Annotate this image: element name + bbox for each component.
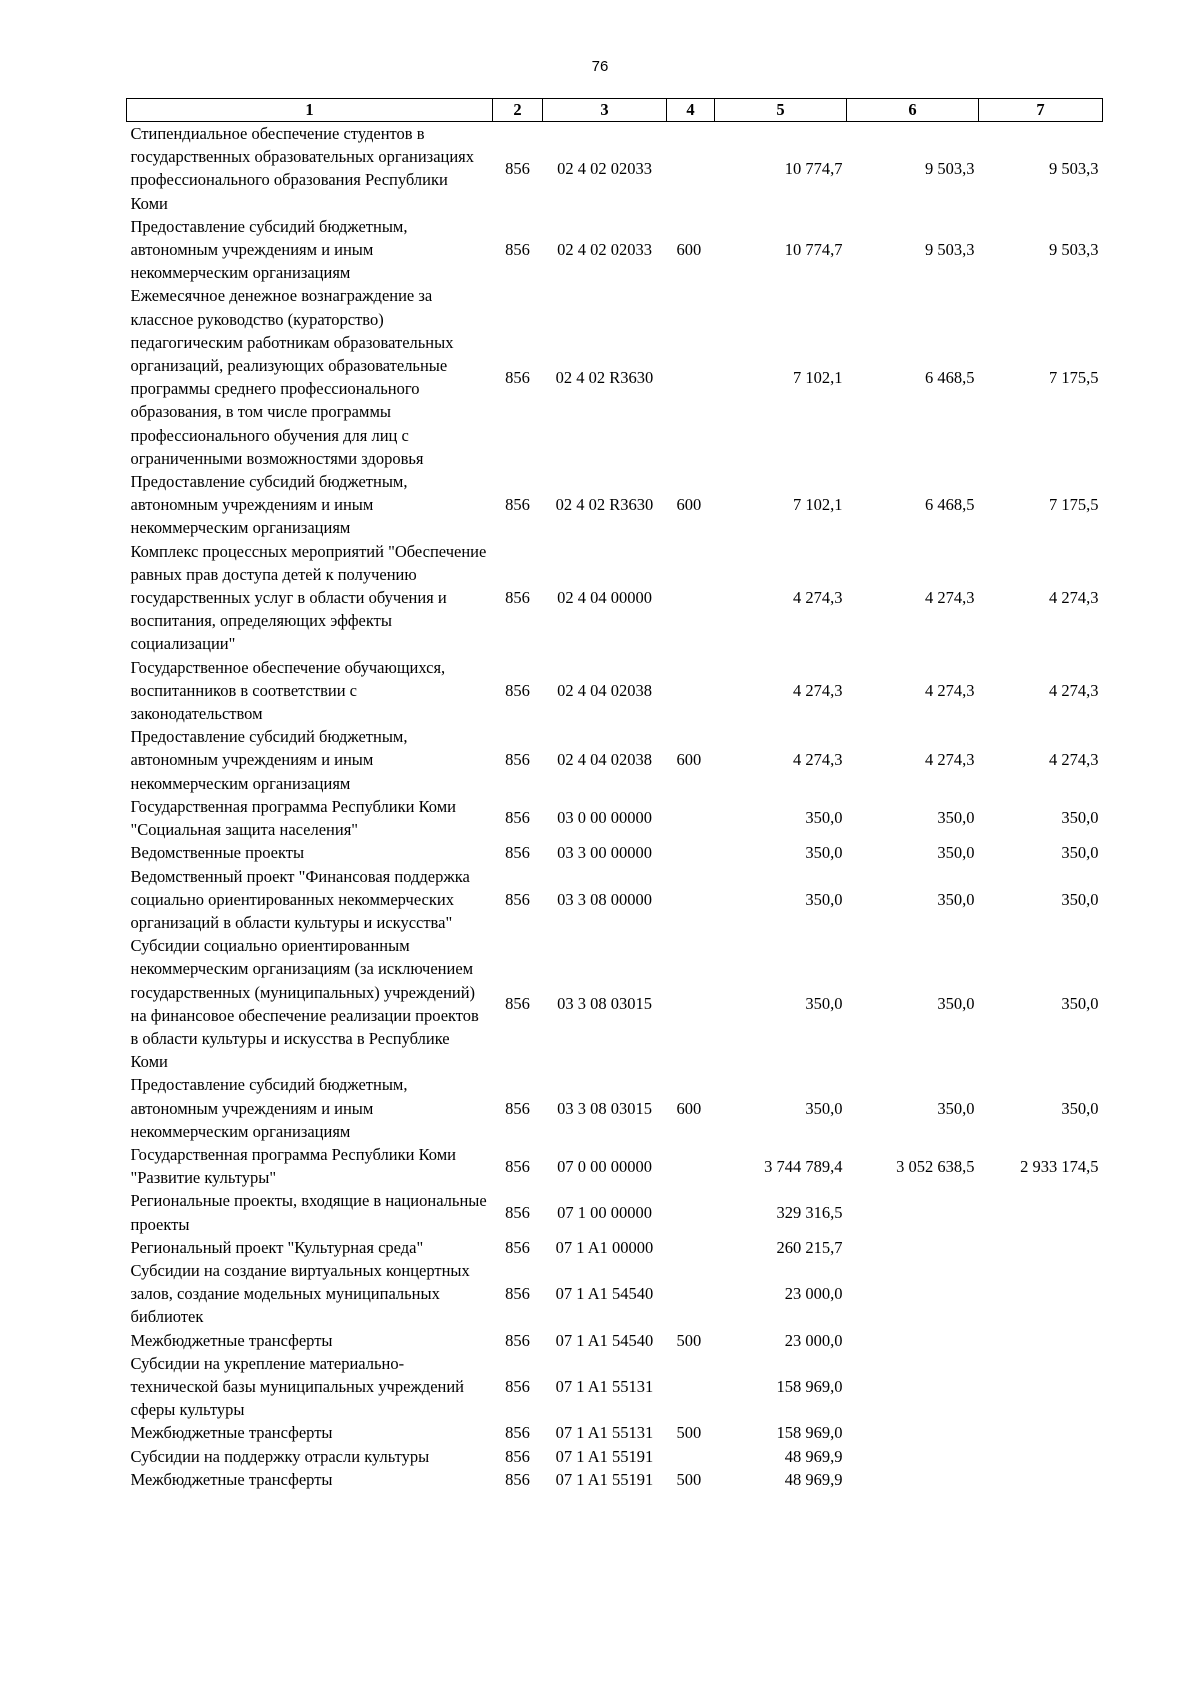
row-admin-code-cell: 856 [505, 367, 530, 387]
row-name-cell: Предоставление субсидий бюджетным, автономным учреждениям и иным некоммерческим организациям [130, 727, 408, 793]
row-expense-type-cell [667, 1259, 715, 1329]
row-amount-2-cell: 350,0 [937, 843, 975, 863]
row-target-code-cell: 03 3 00 00000 [557, 843, 652, 863]
table-row [127, 1259, 1103, 1329]
row-expense-type-cell [667, 284, 715, 470]
row-name-cell: Государственное обеспечение обучающихся, воспитанников в соответствии с законодательством [130, 657, 446, 724]
row-amount-1-cell: 4 274,3 [793, 588, 843, 608]
row-target-code-cell: 02 4 04 02038 [557, 680, 652, 700]
header-col-7: 7 [979, 99, 1103, 122]
row-name-cell: Предоставление субсидий бюджетным, автономным учреждениям и иным некоммерческим организациям [130, 216, 408, 283]
row-amount-3-cell [979, 1259, 1103, 1329]
row-name-cell: Субсидии на поддержку отрасли культуры [130, 1446, 430, 1466]
row-name-cell: Предоставление субсидий бюджетным, автономным учреждениям и иным некоммерческим организациям [130, 472, 408, 538]
row-target-code-cell: 07 0 00 00000 [557, 1156, 652, 1176]
table-row [127, 215, 1103, 285]
table-row [127, 122, 1103, 215]
row-target-code-cell: 07 1 A1 54540 [555, 1330, 654, 1350]
row-amount-3-cell: 350,0 [1061, 994, 1099, 1014]
row-admin-code-cell: 856 [505, 1376, 530, 1396]
table-row [127, 656, 1103, 726]
row-amount-3-cell [979, 1445, 1103, 1468]
table-row [127, 1421, 1103, 1444]
row-target-code-cell: 02 4 02 R3630 [555, 495, 654, 515]
table-row [127, 284, 1103, 470]
row-name-cell: Ежемесячное денежное вознаграждение за классное руководство (кураторство) педагогическим работникам образовательных организаций, реализующих образовательные программы среднего профессионального образования, в том числе программы профессионального обучения для лиц с ограниченными возможностями здоровья [130, 286, 454, 468]
row-name-cell: Межбюджетные трансферты [130, 1330, 333, 1350]
header-col-3: 3 [543, 99, 667, 122]
row-amount-1-cell: 10 774,7 [784, 240, 843, 260]
row-amount-2-cell [847, 1421, 979, 1444]
row-amount-3-cell: 350,0 [1061, 808, 1099, 828]
row-expense-type-cell: 500 [676, 1469, 702, 1489]
row-name-cell: Межбюджетные трансферты [130, 1469, 333, 1489]
row-amount-2-cell [847, 1329, 979, 1352]
row-expense-type-cell [667, 122, 715, 215]
row-amount-3-cell [979, 1421, 1103, 1444]
table-row [127, 1236, 1103, 1259]
table-row [127, 470, 1103, 540]
row-admin-code-cell: 856 [505, 1098, 530, 1118]
row-admin-code-cell: 856 [505, 889, 530, 909]
row-amount-3-cell: 2 933 174,5 [1020, 1156, 1099, 1176]
row-target-code-cell: 03 3 08 03015 [557, 994, 652, 1014]
row-amount-2-cell [847, 1259, 979, 1329]
row-amount-1-cell: 10 774,7 [784, 158, 843, 178]
row-amount-3-cell: 4 274,3 [1049, 588, 1099, 608]
row-name-cell: Региональный проект "Культурная среда" [130, 1237, 424, 1257]
row-expense-type-cell [667, 1445, 715, 1468]
row-amount-2-cell [847, 1236, 979, 1259]
row-target-code-cell: 02 4 02 02033 [557, 158, 652, 178]
row-amount-3-cell: 350,0 [1061, 1098, 1099, 1118]
row-name-cell: Ведомственный проект "Финансовая поддержка социально ориентированных некоммерческих организаций в области культуры и искусства" [130, 866, 470, 932]
row-amount-1-cell: 4 274,3 [793, 750, 843, 770]
row-amount-1-cell: 3 744 789,4 [764, 1156, 843, 1176]
row-admin-code-cell: 856 [505, 1237, 530, 1257]
budget-table [126, 98, 1103, 1491]
row-amount-2-cell [847, 1468, 979, 1491]
row-expense-type-cell [667, 656, 715, 726]
header-col-1: 1 [127, 99, 493, 122]
row-admin-code-cell: 856 [505, 1446, 530, 1466]
row-admin-code-cell: 856 [505, 843, 530, 863]
table-header [127, 99, 1103, 122]
row-admin-code-cell: 856 [505, 1423, 530, 1443]
row-amount-1-cell: 350,0 [805, 1098, 843, 1118]
table-row [127, 1189, 1103, 1235]
row-expense-type-cell: 600 [676, 1098, 702, 1118]
row-amount-3-cell [979, 1189, 1103, 1235]
row-amount-1-cell: 4 274,3 [793, 680, 843, 700]
row-amount-1-cell: 23 000,0 [784, 1284, 843, 1304]
table-row [127, 795, 1103, 841]
row-target-code-cell: 07 1 A1 55131 [555, 1423, 654, 1443]
row-amount-2-cell: 350,0 [937, 808, 975, 828]
row-name-cell: Ведомственные проекты [130, 843, 305, 863]
row-amount-1-cell: 23 000,0 [784, 1330, 843, 1350]
row-name-cell: Стипендиальное обеспечение студентов в государственных образовательных организациях профессионального образования Республики Коми [130, 124, 475, 213]
row-name-cell: Региональные проекты, входящие в национальные проекты [130, 1191, 487, 1234]
row-amount-2-cell: 4 274,3 [925, 680, 975, 700]
row-name-cell: Комплекс процессных мероприятий "Обеспечение равных прав доступа детей к получению государственных услуг в области обучения и воспитания, определяющих эффекты социализации" [130, 541, 487, 654]
table-row [127, 1329, 1103, 1352]
row-target-code-cell: 07 1 A1 55191 [555, 1446, 654, 1466]
table-row [127, 865, 1103, 935]
row-amount-3-cell [979, 1236, 1103, 1259]
row-amount-1-cell: 48 969,9 [784, 1469, 843, 1489]
row-target-code-cell: 07 1 A1 55191 [555, 1469, 654, 1489]
table-row [127, 725, 1103, 795]
row-name-cell: Субсидии социально ориентированным некоммерческим организациям (за исключением государственных (муниципальных) учреждений) на финансовое обеспечение реализации проектов в области культуры и искусства в Республике Коми [130, 936, 479, 1072]
table-row [127, 540, 1103, 656]
row-target-code-cell: 03 0 00 00000 [557, 808, 652, 828]
row-amount-2-cell: 4 274,3 [925, 588, 975, 608]
row-target-code-cell: 07 1 00 00000 [557, 1202, 652, 1222]
table-row [127, 1468, 1103, 1491]
row-amount-2-cell: 350,0 [937, 994, 975, 1014]
table-row [127, 841, 1103, 864]
row-target-code-cell: 02 4 02 R3630 [555, 367, 654, 387]
row-expense-type-cell: 600 [676, 750, 702, 770]
row-admin-code-cell: 856 [505, 680, 530, 700]
row-expense-type-cell [667, 865, 715, 935]
row-target-code-cell: 02 4 04 02038 [557, 750, 652, 770]
row-amount-1-cell: 7 102,1 [793, 495, 843, 515]
row-amount-3-cell: 4 274,3 [1049, 680, 1099, 700]
row-target-code-cell: 02 4 04 00000 [557, 588, 652, 608]
row-admin-code-cell: 856 [505, 495, 530, 515]
row-expense-type-cell [667, 934, 715, 1073]
row-amount-2-cell [847, 1445, 979, 1468]
row-target-code-cell: 03 3 08 03015 [557, 1098, 652, 1118]
row-amount-3-cell: 350,0 [1061, 889, 1099, 909]
table-body [127, 122, 1103, 1491]
row-amount-3-cell: 7 175,5 [1049, 495, 1099, 515]
header-col-2: 2 [493, 99, 543, 122]
page-number: 76 [591, 58, 609, 75]
row-expense-type-cell: 600 [676, 495, 702, 515]
row-amount-1-cell: 7 102,1 [793, 367, 843, 387]
row-target-code-cell: 02 4 02 02033 [557, 240, 652, 260]
row-admin-code-cell: 856 [505, 1156, 530, 1176]
header-col-4: 4 [667, 99, 715, 122]
row-admin-code-cell: 856 [505, 1202, 530, 1222]
row-admin-code-cell: 856 [505, 808, 530, 828]
row-amount-3-cell: 350,0 [1061, 843, 1099, 863]
row-admin-code-cell: 856 [505, 994, 530, 1014]
row-amount-1-cell: 350,0 [805, 889, 843, 909]
row-amount-2-cell: 3 052 638,5 [896, 1156, 975, 1176]
row-amount-3-cell [979, 1468, 1103, 1491]
row-amount-3-cell: 9 503,3 [1049, 240, 1099, 260]
row-expense-type-cell: 500 [676, 1330, 702, 1350]
table-row [127, 1352, 1103, 1422]
row-admin-code-cell: 856 [505, 158, 530, 178]
row-amount-1-cell: 158 969,0 [776, 1423, 843, 1443]
row-expense-type-cell: 500 [676, 1423, 702, 1443]
row-amount-1-cell: 329 316,5 [776, 1202, 843, 1222]
row-target-code-cell: 03 3 08 00000 [557, 889, 652, 909]
row-amount-3-cell [979, 1352, 1103, 1422]
row-expense-type-cell [667, 841, 715, 864]
row-target-code-cell: 07 1 A1 00000 [555, 1237, 654, 1257]
row-name-cell: Межбюджетные трансферты [130, 1423, 333, 1443]
header-col-6: 6 [847, 99, 979, 122]
row-amount-1-cell: 350,0 [805, 808, 843, 828]
row-amount-1-cell: 350,0 [805, 843, 843, 863]
row-amount-1-cell: 350,0 [805, 994, 843, 1014]
row-name-cell: Государственная программа Республики Коми "Развитие культуры" [130, 1144, 456, 1188]
row-amount-1-cell: 48 969,9 [784, 1446, 843, 1466]
row-amount-2-cell: 6 468,5 [925, 367, 975, 387]
row-amount-3-cell: 9 503,3 [1049, 158, 1099, 178]
row-admin-code-cell: 856 [505, 240, 530, 260]
header-col-5: 5 [715, 99, 847, 122]
row-amount-2-cell [847, 1352, 979, 1422]
row-amount-2-cell [847, 1189, 979, 1235]
row-amount-3-cell [979, 1329, 1103, 1352]
row-amount-2-cell: 9 503,3 [925, 158, 975, 178]
row-expense-type-cell [667, 1352, 715, 1422]
row-name-cell: Субсидии на укрепление материально-технической базы муниципальных учреждений сферы культуры [130, 1353, 465, 1420]
row-expense-type-cell [667, 1143, 715, 1189]
row-expense-type-cell [667, 795, 715, 841]
table-row [127, 1073, 1103, 1143]
row-admin-code-cell: 856 [505, 1284, 530, 1304]
row-amount-2-cell: 4 274,3 [925, 750, 975, 770]
row-amount-2-cell: 350,0 [937, 1098, 975, 1118]
row-name-cell: Государственная программа Республики Коми "Социальная защита населения" [130, 796, 456, 840]
row-amount-1-cell: 158 969,0 [776, 1376, 843, 1396]
row-amount-2-cell: 350,0 [937, 889, 975, 909]
row-expense-type-cell [667, 1189, 715, 1235]
row-admin-code-cell: 856 [505, 1330, 530, 1350]
row-amount-2-cell: 9 503,3 [925, 240, 975, 260]
row-expense-type-cell [667, 1236, 715, 1259]
row-amount-1-cell: 260 215,7 [776, 1237, 843, 1257]
row-name-cell: Субсидии на создание виртуальных концертных залов, создание модельных муниципальных библиотек [130, 1260, 470, 1327]
row-target-code-cell: 07 1 A1 54540 [555, 1284, 654, 1304]
table-row [127, 1143, 1103, 1189]
row-admin-code-cell: 856 [505, 750, 530, 770]
row-admin-code-cell: 856 [505, 588, 530, 608]
row-expense-type-cell: 600 [676, 240, 702, 260]
row-amount-2-cell: 6 468,5 [925, 495, 975, 515]
row-admin-code-cell: 856 [505, 1469, 530, 1489]
table-row [127, 1445, 1103, 1468]
row-amount-3-cell: 7 175,5 [1049, 367, 1099, 387]
row-expense-type-cell [667, 540, 715, 656]
table-row [127, 934, 1103, 1073]
row-name-cell: Предоставление субсидий бюджетным, автономным учреждениям и иным некоммерческим организациям [130, 1075, 408, 1141]
row-target-code-cell: 07 1 A1 55131 [555, 1376, 654, 1396]
row-amount-3-cell: 4 274,3 [1049, 750, 1099, 770]
